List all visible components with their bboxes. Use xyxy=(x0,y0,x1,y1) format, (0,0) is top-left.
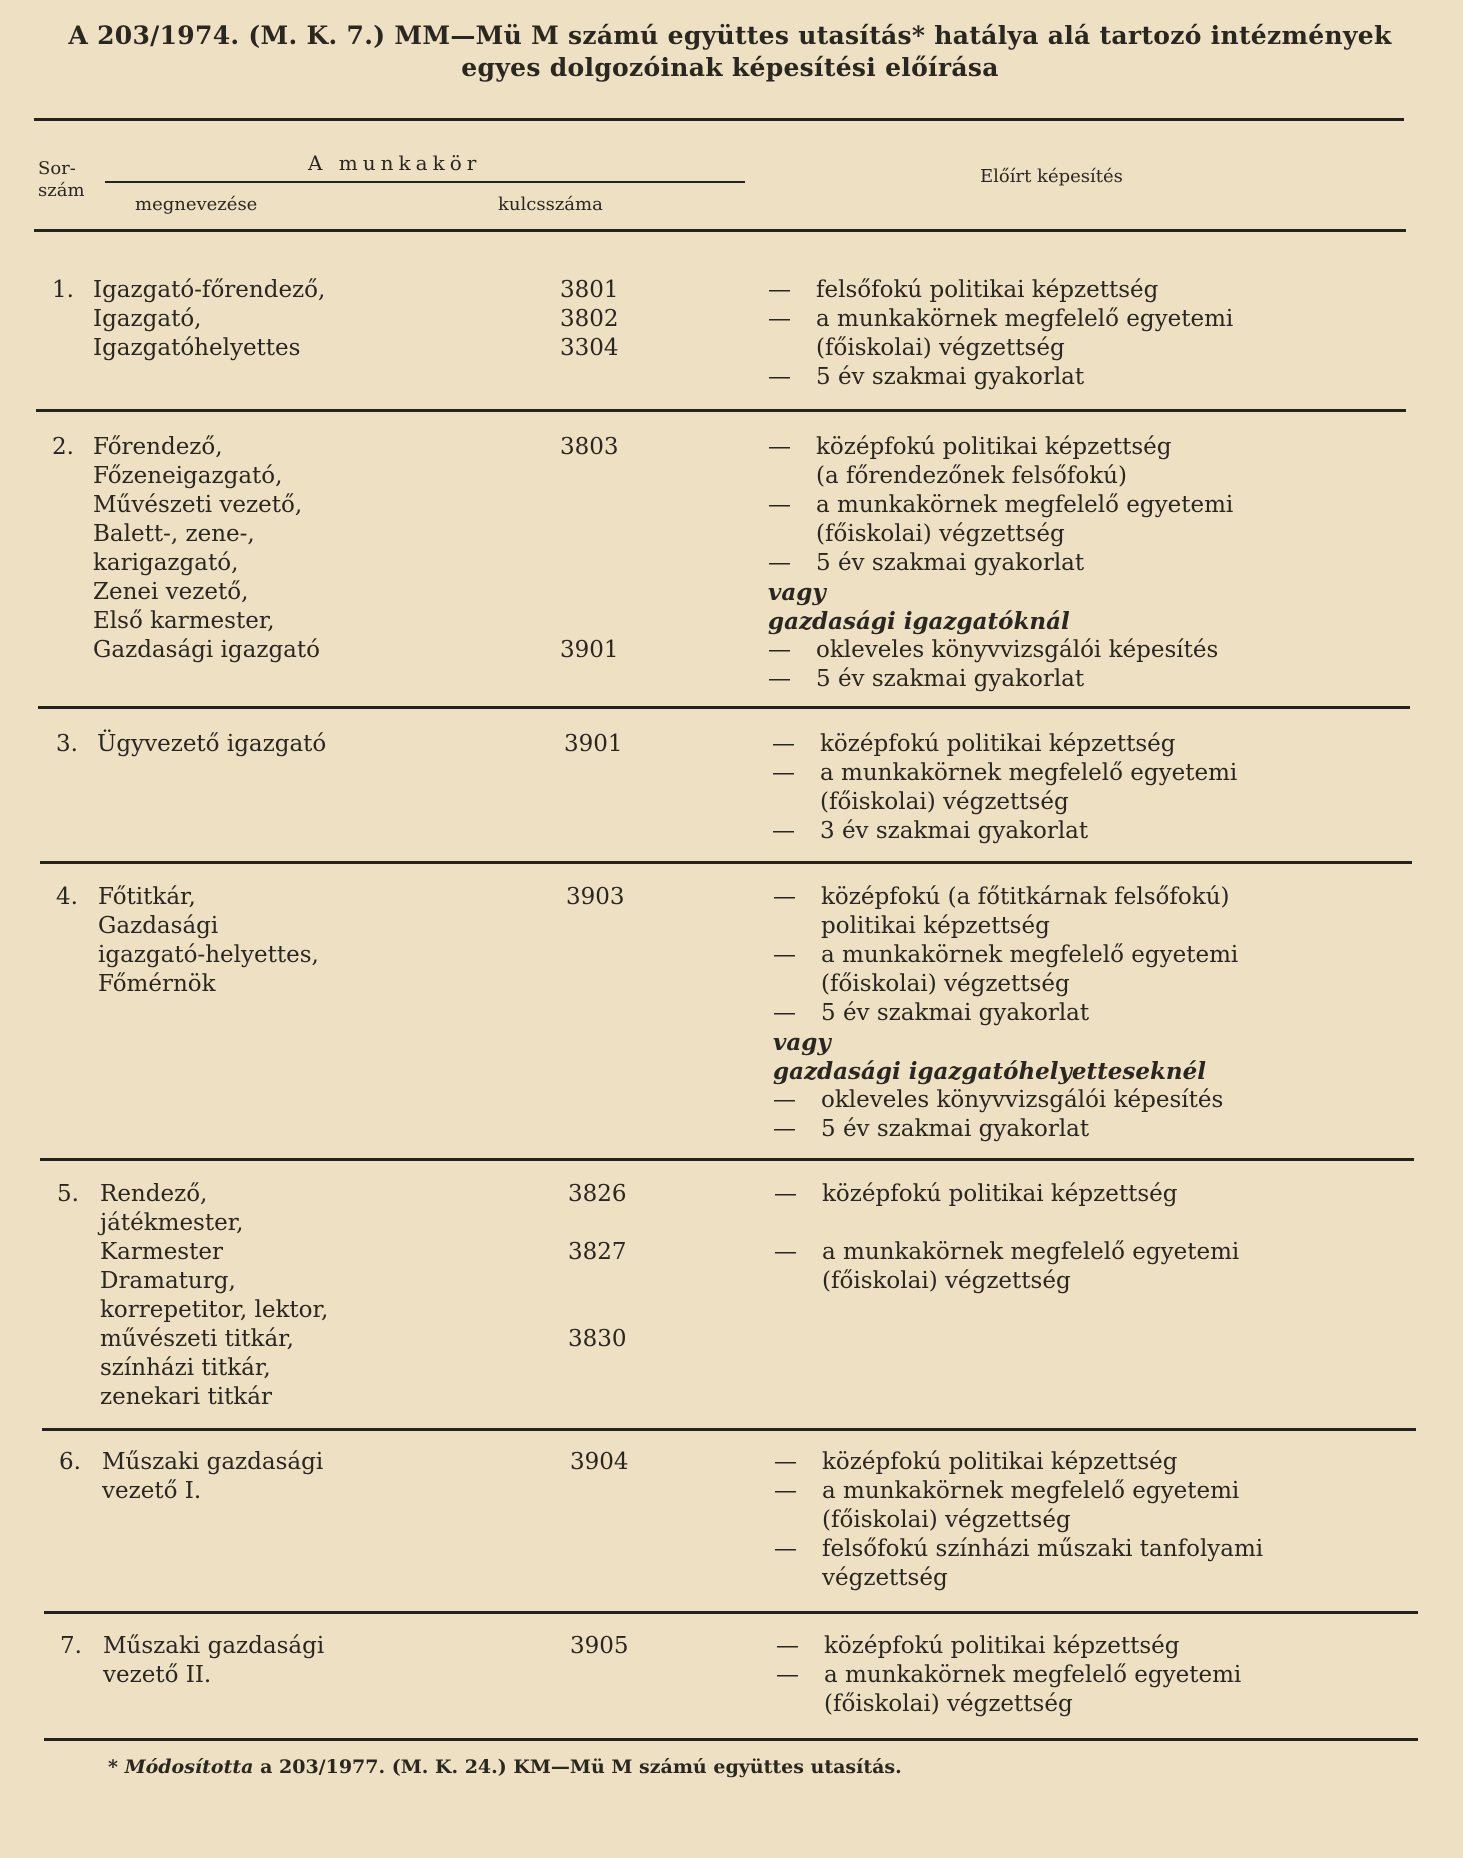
row-number: 1. xyxy=(52,277,74,303)
qualification-line: — okleveles könyvvizsgálói képesítés xyxy=(768,636,1233,665)
qualification-line: — középfokú politikai képzettség xyxy=(776,1632,1241,1661)
qualification-line: — 3 év szakmai gyakorlat xyxy=(772,817,1237,846)
qualification-spacer xyxy=(774,1209,1239,1238)
row-qualifications xyxy=(768,276,1233,392)
qualification-line: (főiskolai) végzettség xyxy=(824,1691,1073,1717)
header-kulcsszama: kulcsszáma xyxy=(498,194,603,215)
qualification-line: — 5 év szakmai gyakorlat xyxy=(773,1115,1238,1144)
header-sorszam xyxy=(38,158,85,202)
qualification-line: — 5 év szakmai gyakorlat xyxy=(768,363,1233,392)
row-qualifications xyxy=(768,433,1233,694)
qualification-line: — 5 év szakmai gyakorlat xyxy=(768,665,1233,694)
code-line: 3901 xyxy=(560,637,619,663)
name-line: Rendező, xyxy=(100,1181,208,1207)
row-number: 5. xyxy=(57,1181,79,1207)
row-number: 7. xyxy=(60,1633,82,1659)
row-number: 6. xyxy=(59,1449,81,1475)
name-line: vezető II. xyxy=(103,1662,212,1688)
qualification-line: — a munkakörnek megfelelő egyetemi xyxy=(768,305,1233,334)
name-line: vezető I. xyxy=(102,1478,202,1504)
name-line: Ügyvezető igazgató xyxy=(97,731,327,757)
code-line: 3802 xyxy=(560,306,619,332)
name-line: Műszaki gazdasági xyxy=(102,1449,324,1475)
name-line: korrepetitor, lektor, xyxy=(100,1297,329,1323)
name-line: Művészeti vezető, xyxy=(93,492,303,518)
qualification-line: (főiskolai) végzettség xyxy=(820,789,1069,815)
code-line: 3304 xyxy=(560,335,619,361)
code-line: 3901 xyxy=(564,731,623,757)
code-line xyxy=(568,1209,627,1238)
name-line: Első karmester, xyxy=(93,608,275,634)
qualification-line-italic: gazdasági igazgatóhelyetteseknél xyxy=(773,1058,1207,1085)
qualification-line: — felsőfokú politikai képzettség xyxy=(768,276,1233,305)
header-munkakor: A munkakör xyxy=(308,151,482,175)
row-names xyxy=(93,433,320,665)
code-line xyxy=(568,1383,627,1412)
qualification-line: (főiskolai) végzettség xyxy=(816,335,1065,361)
footnote-italic: Módosította xyxy=(124,1756,254,1778)
qualification-line: politikai képzettség xyxy=(821,913,1050,939)
row-divider xyxy=(44,1611,1418,1614)
row-qualifications xyxy=(772,730,1237,846)
code-line xyxy=(568,1296,627,1325)
row-codes xyxy=(570,1448,629,1477)
title-line-2: egyes dolgozóinak képesítési előírása xyxy=(461,53,999,82)
name-line: Balett-, zene-, xyxy=(93,521,255,547)
header-megnevezese: megnevezése xyxy=(135,194,258,215)
qualification-line: — középfokú (a főtitkárnak felsőfokú) xyxy=(773,883,1238,912)
code-line xyxy=(560,520,619,549)
qualification-line: — a munkakörnek megfelelő egyetemi xyxy=(773,941,1238,970)
row-names xyxy=(102,1448,323,1506)
row-divider xyxy=(36,409,1406,412)
name-line: színházi titkár, xyxy=(100,1355,271,1381)
qualification-line: — a munkakörnek megfelelő egyetemi xyxy=(772,759,1237,788)
name-line: Karmester xyxy=(100,1239,223,1265)
name-line: igazgató-helyettes, xyxy=(98,942,319,968)
row-number: 3. xyxy=(56,731,78,757)
qualification-line: — okleveles könyvvizsgálói képesítés xyxy=(773,1086,1238,1115)
row-names xyxy=(100,1180,328,1412)
code-line: 3905 xyxy=(570,1633,629,1659)
qualification-line: (főiskolai) végzettség xyxy=(816,521,1065,547)
qualification-line: — középfokú politikai képzettség xyxy=(774,1180,1239,1209)
name-line: művészeti titkár, xyxy=(100,1326,294,1352)
row-codes xyxy=(560,276,619,363)
row-codes xyxy=(568,1180,627,1412)
header-sorszam-line-2: szám xyxy=(38,180,85,201)
name-line: Gazdasági xyxy=(98,913,219,939)
code-line xyxy=(560,578,619,607)
qualification-line: (főiskolai) végzettség xyxy=(822,1507,1071,1533)
title-line-1: A 203/1974. (M. K. 7.) MM—Mü M számú együttes utasítás* hatálya alá tartozó intézmények xyxy=(68,21,1392,50)
qualification-line: — a munkakörnek megfelelő egyetemi xyxy=(774,1238,1239,1267)
row-divider xyxy=(40,861,1412,864)
code-line xyxy=(560,491,619,520)
qualification-line: végzettség xyxy=(822,1565,948,1591)
row-number: 4. xyxy=(56,884,78,910)
qualification-line: — a munkakörnek megfelelő egyetemi xyxy=(776,1661,1241,1690)
qualification-line: — 5 év szakmai gyakorlat xyxy=(773,999,1238,1028)
name-line: játékmester, xyxy=(100,1210,244,1236)
name-line: karigazgató, xyxy=(93,550,239,576)
row-codes xyxy=(564,730,623,759)
qualification-line: — középfokú politikai képzettség xyxy=(768,433,1233,462)
code-line xyxy=(560,607,619,636)
footnote-mark: * xyxy=(108,1756,118,1778)
row-qualifications xyxy=(774,1180,1239,1296)
row-qualifications xyxy=(776,1632,1241,1719)
row-names xyxy=(103,1632,324,1690)
row-names xyxy=(97,730,326,759)
row-qualifications xyxy=(774,1448,1263,1593)
name-line: Főrendező, xyxy=(93,434,223,460)
code-line xyxy=(568,1267,627,1296)
name-line: zenekari titkár xyxy=(100,1384,272,1410)
qualification-line: — középfokú politikai képzettség xyxy=(774,1448,1263,1477)
row-divider xyxy=(38,706,1410,709)
name-line: Igazgató-főrendező, xyxy=(93,277,326,303)
document-title xyxy=(40,20,1420,84)
header-kepesites: Előírt képesítés xyxy=(980,166,1123,187)
qualification-line: (főiskolai) végzettség xyxy=(821,971,1070,997)
name-line: Főmérnök xyxy=(98,971,216,997)
code-line: 3801 xyxy=(560,277,619,303)
row-qualifications xyxy=(773,883,1238,1144)
name-line: Gazdasági igazgató xyxy=(93,637,320,663)
qualification-line: (a főrendezőnek felsőfokú) xyxy=(816,463,1127,489)
qualification-line: — felsőfokú színházi műszaki tanfolyami xyxy=(774,1535,1263,1564)
name-line: Igazgató, xyxy=(93,306,202,332)
code-line xyxy=(560,462,619,491)
table-bottom-rule xyxy=(44,1738,1418,1741)
name-line: Zenei vezető, xyxy=(93,579,249,605)
code-line: 3827 xyxy=(568,1239,627,1265)
row-codes xyxy=(560,433,619,665)
qualification-line: — középfokú politikai képzettség xyxy=(772,730,1237,759)
code-line: 3826 xyxy=(568,1181,627,1207)
name-line: Dramaturg, xyxy=(100,1268,236,1294)
row-codes xyxy=(570,1632,629,1661)
qualification-line-italic: vagy xyxy=(773,1029,831,1056)
code-line xyxy=(560,549,619,578)
qualification-line: (főiskolai) végzettség xyxy=(822,1268,1071,1294)
qualification-line-italic: gazdasági igazgatóknál xyxy=(768,608,1070,635)
munkakor-underline xyxy=(105,181,745,183)
header-sorszam-line-1: Sor- xyxy=(38,158,76,179)
name-line: Főtitkár, xyxy=(98,884,196,910)
code-line xyxy=(568,1354,627,1383)
code-line: 3803 xyxy=(560,434,619,460)
code-line: 3903 xyxy=(566,884,625,910)
table-top-rule xyxy=(34,118,1404,121)
footnote-text: a 203/1977. (M. K. 24.) KM—Mü M számú együttes utasítás. xyxy=(260,1756,902,1778)
row-codes xyxy=(566,883,625,912)
footnote xyxy=(108,1756,902,1778)
name-line: Műszaki gazdasági xyxy=(103,1633,325,1659)
header-bottom-rule xyxy=(34,229,1406,232)
qualification-line: — a munkakörnek megfelelő egyetemi xyxy=(774,1477,1263,1506)
row-divider xyxy=(40,1158,1414,1161)
row-number: 2. xyxy=(52,434,74,460)
qualification-line: — a munkakörnek megfelelő egyetemi xyxy=(768,491,1233,520)
code-line: 3830 xyxy=(568,1326,627,1352)
row-names xyxy=(93,276,325,363)
qualification-line: — 5 év szakmai gyakorlat xyxy=(768,549,1233,578)
row-divider xyxy=(42,1428,1416,1431)
row-names xyxy=(98,883,319,999)
code-line: 3904 xyxy=(570,1449,629,1475)
name-line: Főzeneigazgató, xyxy=(93,463,283,489)
qualification-line-italic: vagy xyxy=(768,579,826,606)
name-line: Igazgatóhelyettes xyxy=(93,335,301,361)
